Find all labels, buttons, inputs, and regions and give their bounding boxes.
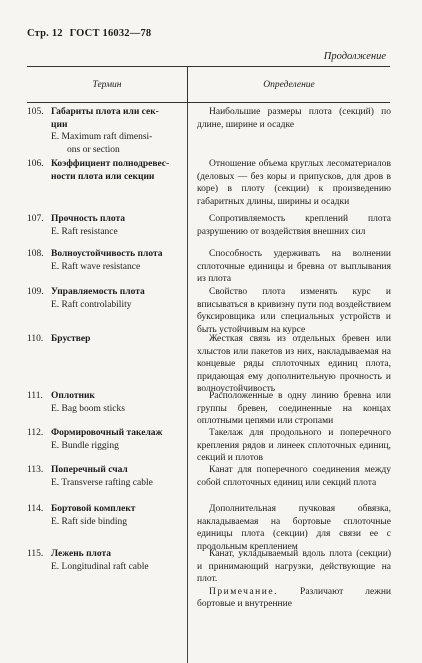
term-cell xyxy=(27,464,182,489)
note xyxy=(197,586,391,611)
definition-cell: Дополнительная пучковая обвязка, накладываемая на бортовые сплоточные единицы плота (секции) для связи ее с продольным креплением xyxy=(197,504,391,552)
term-ru: Бортовой комплект xyxy=(51,504,136,514)
note-text: Различают лежни бортовые и внутренние xyxy=(197,586,391,610)
definition-cell: Сопротивляемость креплений плота разрушению от воздействия внешних сил xyxy=(197,214,391,237)
term-ru: Управляемость плота xyxy=(51,287,145,297)
term-ru: Лежень плота xyxy=(51,549,112,559)
term-cell xyxy=(27,213,182,238)
term-en: E. Raft resistance xyxy=(51,226,118,237)
definition-cell: Отношение объема круглых лесоматериалов (деловых — без коры и припусков, для дров в коре) в плоту (секции) к произведению габаритных длины, ширины и осадки xyxy=(197,159,391,207)
term-en: E. Bundle rigging xyxy=(51,440,119,451)
term-en: E. Maximum raft dimensi- xyxy=(51,132,153,143)
standard-code: ГОСТ 16032—78 xyxy=(69,28,152,39)
definition-cell: Канат для поперечного соединения между собой сплоточных единиц или секций плота xyxy=(197,465,391,488)
column-header-definitions: Определение xyxy=(187,67,390,102)
term-cell xyxy=(27,286,182,311)
definition-cell: Расположенные в одну линию бревна или группы бревен, соединенные на концах оплотными цепями или стропами xyxy=(197,391,391,427)
definition-cell: Способность удерживать на волнении сплоточные единицы и бревна от выплывания из плота xyxy=(197,249,391,285)
term-en: E. Raft side binding xyxy=(51,516,127,527)
term-number: 114. xyxy=(27,504,44,514)
term-number: 107. xyxy=(27,214,44,224)
continuation-label: Продолжение xyxy=(323,51,386,62)
column-divider xyxy=(187,103,188,663)
term-en: E. Bag boom sticks xyxy=(51,403,125,414)
term-ru: Поперечный счал xyxy=(51,465,128,475)
term-cell xyxy=(27,158,182,183)
term-number: 115. xyxy=(27,549,44,559)
terms-table xyxy=(27,66,391,610)
term-ru: Габариты плота или сек- xyxy=(51,107,159,117)
term-ru-cont: ции xyxy=(51,119,68,130)
term-number: 106. xyxy=(27,159,44,169)
term-en: E. Raft wave resistance xyxy=(51,261,141,272)
definition-cell: Наибольшие размеры плота (секций) по длине, ширине и осадке xyxy=(197,107,391,130)
definition-text: Канат, укладываемый вдоль плота (секции) и принимающий нагрузки, действующие на плот. xyxy=(197,549,391,585)
page-number: Стр. 12 xyxy=(27,28,63,39)
definition-cell xyxy=(197,548,391,611)
term-cell xyxy=(27,333,182,346)
term-number: 110. xyxy=(27,334,44,344)
column-header-terms: Термин xyxy=(92,79,122,90)
note-label: Примечание. xyxy=(209,586,278,597)
term-ru: Оплотник xyxy=(51,391,95,401)
term-ru: Формировочный такелаж xyxy=(51,428,163,438)
term-ru: Бруствер xyxy=(51,334,91,344)
term-en-cont: ons or section xyxy=(67,144,120,155)
definition-cell: Свойство плота изменять курс и вписываться в кривизну пути под воздействием буксировщика или специальных устройств и быть устойчивым на курсе xyxy=(197,287,391,335)
term-en: E. Longitudinal raft cable xyxy=(51,561,149,572)
term-ru: Волноустойчивость плота xyxy=(51,249,163,259)
table-header xyxy=(27,67,390,103)
term-number: 109. xyxy=(27,287,44,297)
term-cell xyxy=(27,503,182,528)
term-number: 105. xyxy=(27,107,44,117)
term-en: E. Raft controlability xyxy=(51,299,132,310)
term-cell xyxy=(27,548,182,573)
term-cell xyxy=(27,106,182,156)
term-cell xyxy=(27,248,182,273)
term-number: 113. xyxy=(27,465,44,475)
term-number: 112. xyxy=(27,428,44,438)
term-cell xyxy=(27,390,182,415)
definition-cell: Такелаж для продольного и поперечного крепления рядов и линеек сплоточных единиц, секций и плотов xyxy=(197,428,391,464)
definition-cell: Жесткая связь из отдельных бревен или хлыстов или пакетов из них, накладываемая на концевые ряды сплоточных единиц плота, придающая ему дополнительную прочность и волноустойчивость xyxy=(197,334,391,395)
term-en: E. Transverse rafting cable xyxy=(51,477,153,488)
term-number: 108. xyxy=(27,249,44,259)
term-cell xyxy=(27,427,182,452)
term-ru: Прочность плота xyxy=(51,214,126,224)
term-ru: Коэффициент полнодревес- xyxy=(51,159,170,169)
term-ru-cont: ности плота или секции xyxy=(51,171,155,182)
term-number: 111. xyxy=(27,391,43,401)
page-header xyxy=(27,28,151,39)
